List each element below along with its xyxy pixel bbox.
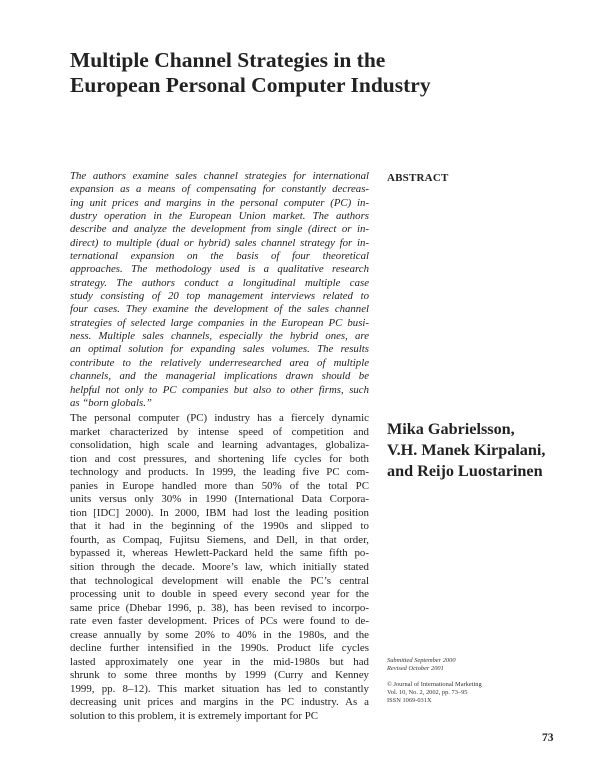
body-line: The personal computer (PC) industry has a fiercely dynamic <box>70 412 369 424</box>
body-line: that technological development will enable the PC’s central <box>70 574 369 587</box>
issn-line: ISSN 1069-031X <box>387 697 432 705</box>
body-line: market characterized by intense speed of competition and <box>70 425 369 438</box>
body-line: bypassed it, whereas Hewlett-Packard held the same fifth po- <box>70 547 369 560</box>
author-list <box>387 419 567 482</box>
abstract-line: an optimal solution for expanding sales volumes. The results <box>70 343 369 356</box>
copyright-line <box>387 681 567 689</box>
abstract-line: ing unit prices and margins in the personal computer (PC) in- <box>70 196 369 209</box>
submitted-date: Submitted September 2000 <box>387 657 456 664</box>
body-line: same price (Dhebar 1996, p. 38), has been revised to incorpo- <box>70 601 369 614</box>
author-line: and Reijo Luostarinen <box>387 462 543 480</box>
abstract-line: as “born globals.” <box>70 396 152 409</box>
abstract-line: direct) to multiple (dual or hybrid) sales channel strategy for in- <box>70 236 369 249</box>
body-text <box>70 412 369 724</box>
body-line: processing unit to double in speed every second year for the <box>70 588 369 601</box>
abstract-line: describe and analyze the development from single (direct or in- <box>70 223 369 236</box>
abstract-line: contribute to the relatively underresearched area of multiple <box>70 356 369 369</box>
journal-info <box>387 657 567 705</box>
volume-line: Vol. 10, No. 2, 2002, pp. 73–95 <box>387 688 468 696</box>
abstract-line: helpful not only to PC companies but also to other firms, such <box>70 383 369 396</box>
abstract-line: approaches. The methodology used is a qualitative research <box>70 263 369 276</box>
abstract-line: four cases. They examine the development of the sales channel <box>70 303 369 316</box>
title-line: European Personal Computer Industry <box>70 73 431 97</box>
body-line: panies in Europe handled more than 50% of the total PC <box>70 479 369 492</box>
body-line: tion and cost pressures, and shortening life cycles for both <box>70 452 369 465</box>
journal-name: © Journal of International Marketing <box>387 680 482 688</box>
abstract-line: expansion as a means of compensating for constantly decreas- <box>70 183 369 196</box>
body-line: rate even faster development. Prices of PCs were found to de- <box>70 615 369 628</box>
body-line: crease annually by some 20% to 40% in the 1980s, and the <box>70 628 369 641</box>
abstract-line: strategy. The authors conduct a longitudinal multiple case <box>70 276 369 289</box>
body-line: tion [IDC] 2000). In 2000, IBM had lost the leading position <box>70 506 369 519</box>
abstract-line: ternational expansion on the basis of four theoretical <box>70 250 369 263</box>
body-line: units versus only 30% in 1990 (International Data Corpora- <box>70 493 369 506</box>
page-number: 73 <box>542 732 554 744</box>
body-line: solution to this problem, it is extremely important for PC <box>70 710 319 723</box>
abstract-text <box>70 170 369 410</box>
body-line: lasted approximately one year in the mid-1980s but had <box>70 655 369 668</box>
body-line: decline further intensified in the 1990s. Product life cycles <box>70 642 369 655</box>
article-title <box>70 48 540 98</box>
body-line: sition through the decade. Moore’s law, which initially stated <box>70 561 369 574</box>
body-line: consolidation, high scale and learning advantages, globaliza- <box>70 439 369 452</box>
abstract-line: ness. Multiple sales channels, especially the hybrid ones, are <box>70 330 369 343</box>
body-line: shrunk to some three months by 1999 (Curry and Kenney <box>70 669 369 682</box>
author-line: V.H. Manek Kirpalani, <box>387 441 546 459</box>
body-line: 1999, pp. 8–12). This market situation has led to constantly <box>70 682 369 695</box>
abstract-heading: ABSTRACT <box>387 172 449 184</box>
body-line: decreasing unit prices and margins in the PC industry. As a <box>70 696 369 709</box>
author-line: Mika Gabrielsson, <box>387 420 515 438</box>
body-line: fourth, as Compaq, Fujitsu Siemens, and Dell, in that order, <box>70 533 369 546</box>
body-line: technology and products. In 1999, the leading five PC com- <box>70 466 369 479</box>
abstract-line: strategies of selected large companies in the European PC busi- <box>70 316 369 329</box>
title-line: Multiple Channel Strategies in the <box>70 48 386 72</box>
body-line: that it had in the beginning of the 1990s and slipped to <box>70 520 369 533</box>
abstract-line: The authors examine sales channel strategies for international <box>70 170 369 182</box>
abstract-line: study consisting of 20 top management interviews related to <box>70 290 369 303</box>
abstract-line: dustry operation in the European Union market. The authors <box>70 210 369 223</box>
revised-date: Revised October 2001 <box>387 665 444 673</box>
abstract-line: channels, and the managerial implications drawn should be <box>70 370 369 383</box>
